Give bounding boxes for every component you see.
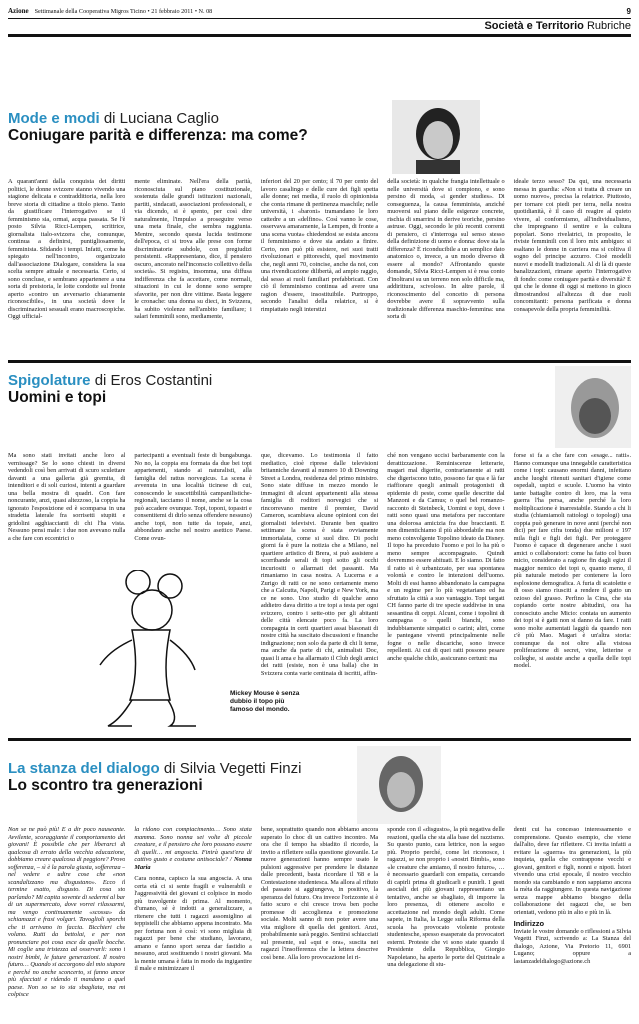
page-number: 9 (626, 6, 631, 16)
letter-signature: Nonna Maria (134, 856, 252, 871)
article1-byline: di Luciana Caglio (103, 110, 219, 127)
article1-body (8, 178, 631, 356)
article3-col-3: bene, soprattutto quando non abbiamo ancora superato lo choc di un cattivo incontro. Ma ora che il tempo ha sbiadito il ricordo, la invito a riflettere sulla questione giovanile. Le nuove generazioni hanno sempre usato le pulsioni aggressive per prendere le distanze dalle precedenti, basta ricordare il '68 e la Contestazione studentesca. Ma allora al rifiuto del passato si aggiungeva, in positivo, la speranza del futuro. Ora invece l'orizzonte si è fatto scuro e chi cresce trova ben poche promesse di accoglienza e promozione sociale. Molti sanno di non poter avere una vita migliore di quella dei genitori. Anzi, probabilmente sarà peggio. Sentirsi schiacciati sul presente, sul «qui e ora», suscita nei ragazzi l'insofferenza che la lettera descrive così bene. Alla loro provocazione lei ri- (260, 826, 379, 961)
article-divider (8, 738, 631, 741)
masthead-rule (8, 18, 631, 19)
author-photo-luciana-caglio (392, 100, 480, 174)
article3-col-4: sponde con il «disgusto», la più negativa delle reazioni, quella che sta alla base del razzismo. Su questo punto, cara lettrice, non la seguo più. Proprio perché, come lei riconosce, i ragazzi, se non proprio i «nostri Bimbi», sono «le creature che amiamo, il nostro futuro», … è necessario guardarli con empatia, cercando di capirli prima di giudicarli e punirli. I gesti asociali dei più giovani rappresentano un tentativo, anche se sbagliato, di imporre la loro presenza, di ottenere ascolto e accettazione nel mondo degli adulti. Come sapete, in Italia, la Legge sulla Riforma della scuola ha provocato violente proteste studentesche, spesso esasperate da provocatori esterni. Proteste che vi sono state quando il Presidente della Repubblica, Giorgio Napoletano, ha aperto le porte del Quirinale a una delegazione di stu- (387, 826, 505, 968)
portrait-icon (392, 100, 480, 174)
article2-col-2: partecipanti a eventuali feste di bungabunga. No no, la coppia era formata da due bei topi appartenenti, stando ai naturalisti, alla famiglia del rattus norvegicus. La scena è avvenuta in una località ticinese di cui, conoscendo le suscettibilità campanilistiche-regionali, tacciamo il nome, anche se la cosa può accadere ovunque. Topi, toponi, topastri e consentitemi di dirlo senza offendere nessuno) anche topi, non tutte da topaie, anzi, abbondano anche nel nostro asettico Paese. Come ovun- (134, 452, 252, 542)
section-label (484, 20, 631, 32)
article3-body (8, 826, 631, 1022)
article1-col-2: mente eliminate. Nell'era della parità, riconosciuta sul piano costituzionale, sostenuta dalle grandi istituzioni nazionali, partiti, sindacati, associazioni professionali, e via dicendo, si è spento, per così dire naturalmente, l'impulso a proseguire verso una meta finale, che sembra raggiunta. Mentre, secondo questa lucida testimone dell'epoca, ci si trova alle prese con forme discriminatorie subdole, con pregiudizi persistenti. «Rappresentano, dice, il pensiero oscuro, ancorato nell'inconscio collettivo della società». Si registra, insomma, una diffusa indifferenza che fa accettare, come normali, situazioni in cui le donne sono sempre sfavorite, per non dire vittime. Basta leggere le cronache: una donna su dieci, in Svizzera, ha subito violenze nell'ambito familiare; i salari femminili sono, mediamente, (134, 178, 252, 320)
article3-col-5 (514, 826, 631, 1022)
portrait-icon (555, 366, 631, 448)
article2-col-3: que, dicevamo. Lo testimonia il fatto mediatico, cioè riprese dalle televisioni britanniche davanti al numero 10 di Downing Street a Londra, residenza del primo ministro. Sono state diffuse in mezzo mondo le immagini di alcuni appartenenti alla stessa famiglia di roditori norvegici che si rincorrevano mentre il premier, David Cameron, scambiava alcune opinioni con dei giornalisti televisivi. Durante ben quattro settimane la scena è stata ovviamente immortalata, come si suol dire. Di pochi giorni fa è pure la notizia che a Milano, nel quartiere artistico di Brera, si può assistere a scorribande serali di topi sotto gli occhi incuriositi o allarmati dei passanti. Ma rimaniamo in casa nostra. A Lucerna e a Zurigo di ratti ce ne sono certamente meno che a Calcutta, Napoli, Parigi e New York, ma ce ne sono. Uno studio di qualche anno addietro dava diritto a tre topi a testa per ogni svizzero, contro i sette-otto per gli abitanti delle città elencate poco fa. La loro compagnia in certi quartieri assai blasonati di nostre città ha suscitato discussioni e finanche indignazione; non solo da parte di chi li teme, ma anche da parte di chi, animalisti Doc, quasi li ama e ha allarmato il Club degli amici dei ratti (esiste, non è una balla) che in Svizzera conta varie centinaia di iscritti, affin- (260, 452, 379, 677)
article2-column: Spigolature (8, 372, 91, 389)
mickey-mouse-illustration (20, 570, 220, 732)
article-divider (8, 360, 631, 363)
portrait-icon (357, 746, 441, 824)
article3-column: La stanza del dialogo (8, 760, 160, 777)
section-sub: Rubriche (586, 20, 631, 32)
article3-reply-4: denti cui ha concesso interessamento e comprensione. Questo esempio, che viene dall'alto, deve far riflettere. Ci invita infatti a evitare la «guerra» tra generazioni, la più inquieta, quella che contrappone vecchi e giovani, genitori e figli, nonni e nipoti. Ìstori vivendo una crisi epocale, il nostro vecchio mondo sta cambiando e non sappiamo ancora la mèta da raggiungere. In questa navigazione senza mappe abbiamo bisogno della collaborazione dei ragazzi che, se ben orientati, vedono più in alto e più in là. (513, 826, 632, 916)
article1-col-3: inferiori del 20 per cento; il 70 per cento del lavoro casalingo e delle cure dei figli spetta alle donne; nei media, il ruolo di opinionista che conta rimane di pertinenza maschile; nelle università, i «baroni» tramandano le loro cattedre a un «delfino». Così vanno le cose, osservava amaramente, la Lempen, di fronte a una scena vuota» chiedendosi se esista ancora il femminismo e dove sia andato a finire. Certo, non può più esistere, nei suoi tratti rivoluzionari e pittoreschi, quel movimento che, negli anni 70, coincise, anche da noi, con una rivendicazione dilibertà, ad ampio raggio, dal sesso ai ruoli familiari prefabbricati. Con ciò il femminismo continua ad avere una ragion d'essere, insostituibile. Purtroppo, secondo l'analisi della relatrice, si è rimpiattato negli interstizi (260, 178, 379, 313)
article1-col-1: A quarant'anni dalla conquista dei diritti politici, le donne svizzere stanno vivendo una stagione delicata e contraddittoria, nella loro breve storia di cittadine a titolo pieno. Tanto da giustificare l'interrogativo se il femminismo sia, ormai, acqua passata. Se l'è posto Silvia Ricci-Lempen, scrittrice, giornalista italo-svizzera che, comunque, continua a definirsi, puntigliosamente, femminista. Sfidando i tempi. Infatti, come ha spiegato nell'incontro, organizzato dall'associazione Dialogare, considera la sua scelta sempre attuale e necessaria. Certo, si sono concluse, e sembrano appartenere a una sorta di preistoria, le lotte condotte sul fronte aperto «contro un avversario chiaramente riconoscibile», in una società dove le discriminazioni sessuali erano macroscopiche. Oggi ufficial- (8, 178, 126, 320)
article3-byline: di Silvia Vegetti Finzi (163, 760, 302, 777)
article3-reply-1: Cara nonna, capisco la sua angoscia. A una certa età ci si sente fragili e vulnerabili e l'aggressività dei giovani ci colpisce in modo più travolgente di prima. Al momento, d'umano, sé è indotti a generalizzare, a ritenere che tutti i ragazzi assomiglino ai teppistelli che abbiamo appena incontrato. Ma per fortuna non è così: vi sono migliaia di ragazzi per bene che studiano, lavorano, amano e fanno sport senza dar fastidio a nessuno, anzi sostituendo i nostri giovani. Ma la mente umana è fatta in modo da ingigantire il male e minimizzare il (134, 875, 252, 972)
address-text: Inviate le vostre domande o riflessioni a Silvia Vegetti Finzi, scrivendo a: La Stanza del dialogo, Azione, Via Pretorio 11, 6901 Lugano; oppure a lastanzadeldialogo@azione.ch (513, 927, 632, 965)
article2-byline: di Eros Costantini (94, 372, 213, 389)
author-photo-silvia-vegetti-finzi (357, 746, 441, 824)
article1-header (8, 110, 378, 145)
article2-col-1: Ma sono stati invitati anche loro al vernissage? Se lo sono chiesti in diversi vedendoli così ben arrivati di scuro sculettare davanti a una galleria già gremita, di intenditori e di soli curiosi, intenti a guardare una bella mostra di quadri. Con fare noncurante, anzi, quasi altezzoso, la coppia ha ignorato l'esposizione ed è scomparsa in una stradetta laterale fra sorrisetti stupiti e gridolini agghiaccianti di chi l'ha vista. Nessuno pensi male: i due non avevano nulla a che fare con eccentrici o (8, 452, 126, 542)
article3-col-2: la ridono con compiacimento… Sono stata mamma. Sono nonna sei volte di piccole creature, e il pensiero che loro possano essere di quelli… mi angoscia. Finirà quest'era di cattivo gusto e costume antisociale? / Nonna Maria Cara nonna, capisco la sua angoscia. A una certa età ci si sente fragili e vulnerabili e l'aggressività dei giovani ci colpisce in modo più travolgente di prima. Al momento, d'umano, sé è indotti a generalizzare, a ritenere che tutti i ragazzi assomiglino ai teppistelli che abbiamo appena incontrato. Ma per fortuna non è così: vi sono migliaia di ragazzi per bene che studiano, lavorano, amano e fanno sport senza dar fastidio a nessuno, anzi sostituendo i nostri giovani. Ma la mente umana è fatta in modo da ingigantire il male e minimizzare il (134, 826, 252, 972)
article2-header (8, 372, 408, 407)
article1-col-5: ideale terzo sesso? Da qui, una necessaria messa in guardia: «Non si tratta di creare un uomo nuovo», precisa la relatrice. Piuttosto, per tornare coi piedi per terra, nella nostra quotidianità, è il caso di reagire al quieto vivere, al conformismo, all'individualismo, che impregnano il sentire e la cultura popolari. Sono rivelatrici, in proposito, le riviste femminili con il loro mix ambiguo: si esaltano le donne in carriera ma si coltiva il sogno del principe azzurro. Cioè modelli nuovi e modelli tradizionali. Al di là di queste banalizzazioni, rimane aperto l'interrogativo di fondo: come coniugare parità e diversità? È qui che le donne di oggi si mettono in gioco dimostrandosi all'altezza di due ruoli concomitanti: persona parificata e donna consapevole della propria femminilità. (513, 178, 632, 313)
article2-col-4: ché non vengano uccisi barbaramente con la derattizzazione. Reminiscenze letterarie, magari mal digerite, contrariamente ai ratti che digeriscono tutto, possono far qua e là far riaffiorare quegli animali protagonisti di epidemie di peste, come quelle descritte dal Manzoni e da Camus; o quel bel romanzo-racconto di Steinbeck, Uomini e topi, dove i ratti sono quasi una metafora per raccontare una dolorosa amicizia fra due braccianti. E non dimentichiamo il più abbordabile ma non meno coinvolgente Topolino ideato da Disney. Il topo ha preceduto l'uomo e poi lo ha più o meno sempre accompagnato. Quindi dovremmo essere abituati. E lo siamo. Di fatto il ratto si è urbanizzato, per sua spontanea volontà e contro le intenzioni dell'uomo. Molti di essi hanno abbandonato la campagna e un regime per lo più vegetariano ed ha sfruttato la città a suo vantaggio. Topi targati CH fanno parte di tre specie suddivise in una sessantina di ceppi. Alcuni, come i topolini di campagna o quelli bianchi, sono indubbiamente simpatici o carini; altri, come le pantegane viventi principalmente nelle fogne o nelle discariche, sono invece repellenti. Ai cui di quei ratti possono pesare anche qualche chilo, assicurano certuni: ma (387, 452, 505, 662)
masthead-info: Settimanale della Cooperativa Migros Ticino • 21 febbraio 2011 • N. 08 (34, 7, 213, 15)
section-name: Società e Territorio (484, 20, 584, 32)
article1-title: Coniugare parità e differenza: ma come? (8, 127, 308, 144)
article1-col-4: della società: in qualche frangia intellettuale o nelle università dove si compiono, e sono persino di moda, «i gender studies». Di conseguenza, la causa femminista, anziché muoversi sul piano delle esigenze concrete, rischia di smarrirsi in derive teoriche, persino astruse. Oggi, secondo le più recenti correnti di pensiero, ci s'interroga sul senso stesso della definizione di uomo e donna: dove sta la differenza? È riconducibile a un semplice dato anatomico o, invece, a un modo diverso di essere al mondo? Affrontando queste domande, Silvia Ricci-Lempen si è resa conto d'inoltrarsi su un terreno non solo difficile ma, addirittura, scivoloso. In altre parole, il riconoscimento del concetto di persona dovrebbe avere il sopravvento sulla tradizionale differenza maschio-femmina: una sorta di (387, 178, 505, 320)
address-title: Indirizzo (513, 919, 545, 928)
masthead-brand: Azione (8, 7, 29, 15)
masthead (8, 4, 631, 18)
address-box (514, 920, 631, 965)
article3-letter-end: la ridono con compiacimento… Sono stata mamma. Sono nonna sei volte di piccole creature, e il pensiero che loro possano essere di quelli… mi angoscia. Finirà quest'era di cattivo gusto e costume antisociale? (134, 826, 252, 863)
section-rule (8, 34, 631, 37)
mickey-caption: Mickey Mouse è senza dubbio il topo più famoso del mondo. (230, 690, 300, 713)
article3-header (8, 760, 358, 795)
article3-letter: Non se ne può più! E a dir poco nauseante. Avvilente, scoraggiante il comportamento dei giovani! È possibile che per liberarci di qualcosa di errato della vecchia educazione, dobbiamo creare qualcosa di peggiore? Provo sofferenza, – sì è la parola giusta, sofferenza – nel vedere e udire cose che «non scandalizzano ma disgustano». Ecco il termine esatto, disgusto. Di cosa sto parlando? Mi capita sovente di sedermi al bar di un supermercato, dove vorrei rilassarmi, ma vengo continuamente «scossa» da schiamazzi e frasi volgari. Tavoglioli sporchi che ti arrivano in faccia. Bicchieri che volano. Rutti da bettolai, e per non pronunciare poi cosa esce da quelle bocche. Mi coglie una tristezza ad osservarli: sono i nostri bimbi, le future generazioni. Il nostro futuro… Quando si accorgono del mio stupore e perché no anche sconcerto, si fanno ancor più sfacciati e ridendo ti mandano a quel paese. Non so se io sia sbagliata, ma mi colpisce (8, 826, 126, 998)
author-photo-eros-costantini (555, 366, 631, 448)
article2-title: Uomini e topi (8, 389, 107, 406)
article1-column: Mode e modi (8, 110, 100, 127)
article3-title: Lo scontro tra generazioni (8, 777, 203, 794)
article2-col-5: forse si fa a che fare con «esage... ratti». Hanno comunque una innegabile caratteristica come i topi: causano enormi danni, infettano anche luoghi ritenuti sanitari d'igiene come ospedali, uspizi e scuole. L'uomo ha vinto tante battaglie contro di loro, ma la vera guerra l'ha persa, anche perché la loro moltiplicazione è inarrestabile. Stando a chi li studia (chiamiamoli rattologi o topologi) una coppia può generare in nove anni (perché non dici) per fare cifra tonda) due milioni e 197 mila figli e figli dei figli. Per proteggere l'uomo è capace di degenerare anche i suoi amici o collaboratori: come ha fatto col buon micio, considerato a ragione fin dagli egizi il maggior nemico dei topi o, quanto meno, il più naturale metodo per contenere la loro esplosione demografica. A furia di scatolette e di osso siamo riusciti a rendere il gatto un ozioso del grasso. Perfino la Cina, che sta copiando certe nostre abitudini, ora ha conosciuto anche Micio: contata un aumento dei topi si è gatti non si danno da fare. I ratti sono molte aumentati laggiù da quando non c'è più Mao. Magari è un'altra storia: comunque da noi oltre alla vistosa proliferazione di secret, vine, letterine e colleghe, si assiste anche a quella delle topi model. (513, 452, 632, 669)
mickey-mouse-icon (20, 570, 220, 732)
